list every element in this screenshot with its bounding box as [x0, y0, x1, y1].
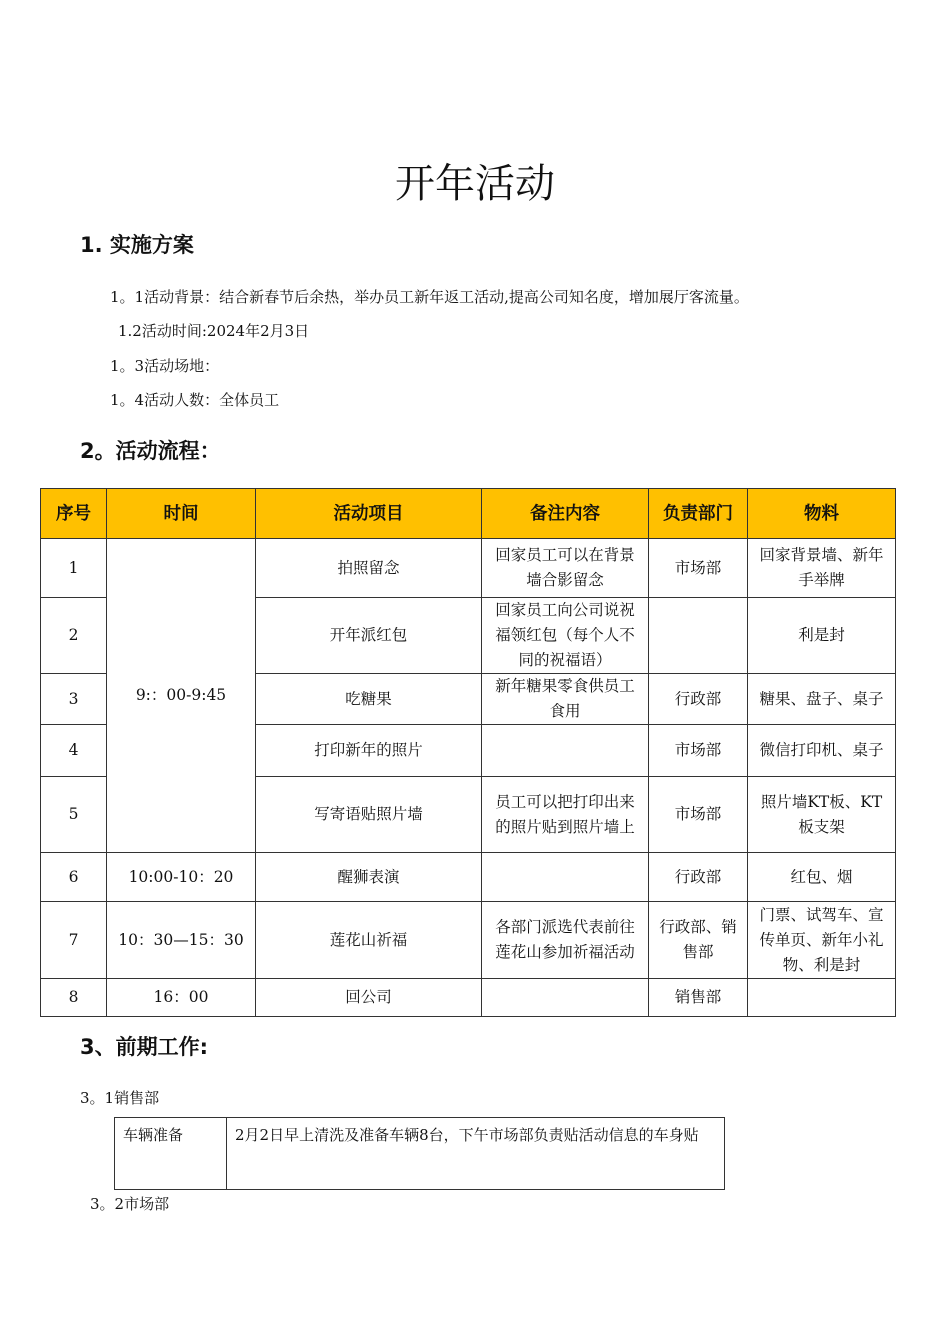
table-header-row [41, 489, 896, 539]
cell-item: 打印新年的照片 [256, 725, 482, 777]
cell-note: 回家员工向公司说祝福领红包（每个人不同的祝福语） [482, 598, 649, 674]
header-item: 活动项目 [256, 489, 482, 539]
cell-item: 拍照留念 [256, 539, 482, 598]
cell-no: 4 [41, 725, 107, 777]
cell-time: 10:00-10：20 [107, 853, 256, 902]
cell-item: 回公司 [256, 979, 482, 1017]
cell-no: 6 [41, 853, 107, 902]
cell-no: 7 [41, 902, 107, 979]
table-row [41, 902, 896, 979]
cell-note: 回家员工可以在背景墙合影留念 [482, 539, 649, 598]
table-row [41, 979, 896, 1017]
cell-material: 微信打印机、桌子 [748, 725, 896, 777]
cell-note: 新年糖果零食供员工食用 [482, 674, 649, 725]
cell-item: 吃糖果 [256, 674, 482, 725]
cell-material: 门票、试驾车、宣传单页、新年小礼物、利是封 [748, 902, 896, 979]
cell-material: 照片墙KT板、KT板支架 [748, 777, 896, 853]
cell-material: 红包、烟 [748, 853, 896, 902]
cell-dept: 市场部 [649, 777, 748, 853]
sub-heading-sales: 3。1销售部 [80, 1089, 160, 1107]
cell-dept: 行政部、销售部 [649, 902, 748, 979]
sub-heading-marketing: 3。2市场部 [90, 1195, 170, 1213]
cell-no: 1 [41, 539, 107, 598]
table-row [41, 853, 896, 902]
header-no: 序号 [41, 489, 107, 539]
header-material: 物料 [748, 489, 896, 539]
section-heading-preparation: 3、前期工作: [80, 1035, 209, 1059]
document-title: 开年活动 [395, 161, 555, 207]
cell-no: 3 [41, 674, 107, 725]
table-row [115, 1118, 725, 1190]
header-dept: 负责部门 [649, 489, 748, 539]
cell-item: 醒狮表演 [256, 853, 482, 902]
plan-item-time: 1.2活动时间:2024年2月3日 [118, 322, 310, 340]
header-note: 备注内容 [482, 489, 649, 539]
cell-no: 8 [41, 979, 107, 1017]
plan-item-venue: 1。3活动场地： [110, 357, 220, 375]
cell-note [482, 725, 649, 777]
cell-content: 2月2日早上清洗及准备车辆8台，下午市场部负责贴活动信息的车身贴 [227, 1118, 725, 1190]
section-heading-process: 2。活动流程： [80, 439, 221, 463]
cell-no: 2 [41, 598, 107, 674]
section-heading-plan: 1. 实施方案 [80, 233, 194, 257]
cell-note: 员工可以把打印出来的照片贴到照片墙上 [482, 777, 649, 853]
cell-no: 5 [41, 777, 107, 853]
cell-time: 16：00 [107, 979, 256, 1017]
cell-time-shared: 9:：00-9:45 [107, 539, 256, 853]
plan-item-headcount: 1。4活动人数：全体员工 [110, 391, 280, 409]
header-time: 时间 [107, 489, 256, 539]
cell-material: 回家背景墙、新年手举牌 [748, 539, 896, 598]
cell-note: 各部门派选代表前往莲花山参加祈福活动 [482, 902, 649, 979]
cell-dept [649, 598, 748, 674]
cell-item: 莲花山祈福 [256, 902, 482, 979]
cell-dept: 行政部 [649, 674, 748, 725]
cell-note [482, 979, 649, 1017]
cell-item: 开年派红包 [256, 598, 482, 674]
activity-table [40, 488, 896, 1017]
cell-note [482, 853, 649, 902]
cell-label: 车辆准备 [115, 1118, 227, 1190]
cell-dept: 市场部 [649, 539, 748, 598]
cell-material [748, 979, 896, 1017]
plan-item-background: 1。1活动背景：结合新春节后余热，举办员工新年返工活动,提高公司知名度，增加展厅客流量。 [110, 288, 749, 306]
cell-item: 写寄语贴照片墙 [256, 777, 482, 853]
cell-dept: 市场部 [649, 725, 748, 777]
cell-material: 利是封 [748, 598, 896, 674]
table-row [41, 539, 896, 598]
cell-time: 10：30—15：30 [107, 902, 256, 979]
cell-dept: 行政部 [649, 853, 748, 902]
cell-dept: 销售部 [649, 979, 748, 1017]
cell-material: 糖果、盘子、桌子 [748, 674, 896, 725]
sales-prep-table [114, 1117, 725, 1190]
